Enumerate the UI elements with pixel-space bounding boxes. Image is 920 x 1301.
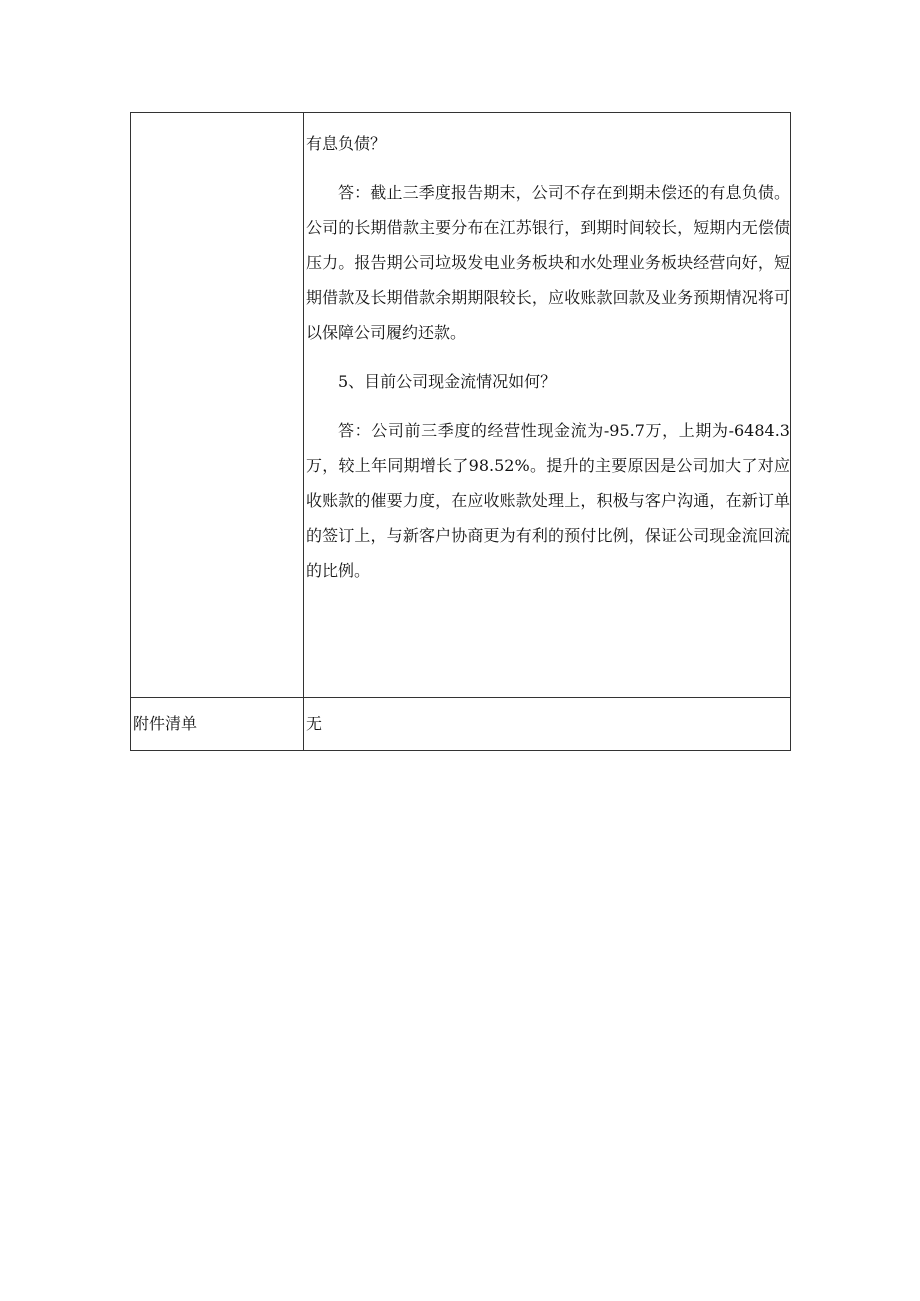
attachment-row: [131, 698, 791, 751]
qa-content: [304, 113, 790, 588]
qa-label-cell: [131, 113, 304, 698]
attachment-label: 附件清单: [133, 714, 198, 733]
qa-content-cell: [304, 113, 791, 698]
answer-paragraph: 答：截止三季度报告期末，公司不存在到期未偿还的有息负债。公司的长期借款主要分布在江苏银行，到期时间较长，短期内无偿债压力。报告期公司垃圾发电业务板块和水处理业务板块经营向好，短期借款及长期借款余期期限较长，应收账款回款及业务预期情况将可以保障公司履约还款。: [306, 183, 790, 342]
attachment-value: 无: [306, 714, 323, 733]
question-paragraph: 5、目前公司现金流情况如何？: [338, 372, 557, 391]
attachment-value-cell: [304, 698, 791, 751]
attachment-label-cell: [131, 698, 304, 751]
document-table: [130, 112, 791, 751]
answer-paragraph: 答：公司前三季度的经营性现金流为-95.7万，上期为-6484.3万，较上年同期增长了98.52%。提升的主要原因是公司加大了对应收账款的催要力度，在应收账款处理上，积极与客户沟通，在新订单的签订上，与新客户协商更为有利的预付比例，保证公司现金流回流的比例。: [306, 421, 790, 580]
question-continuation: 有息负债？: [306, 134, 387, 153]
qa-row: [131, 113, 791, 698]
